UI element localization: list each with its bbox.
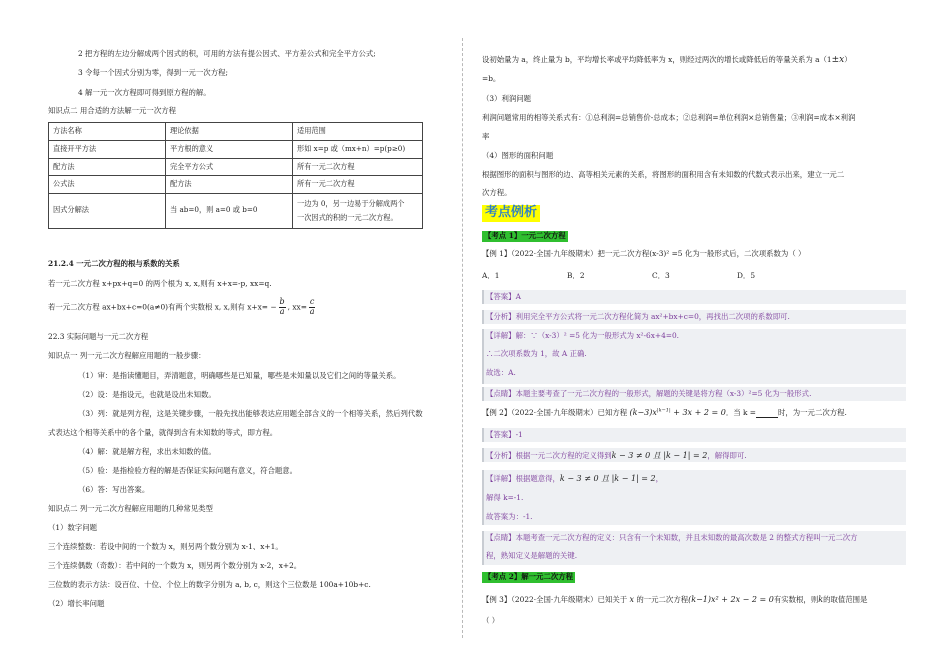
knowledge-point-1: 知识点一 列一元二次方程解应用题的一般步骤： <box>48 351 206 360</box>
table-header: 适用范围 <box>293 123 423 141</box>
example-2-equation <box>629 408 725 417</box>
step-examine: （1）审：是指读懂题目，弄清题意，明确哪些是已知量，哪些是未知量以及它们之间的等量关系。 <box>78 371 401 380</box>
fraction-numerator: b <box>279 297 285 306</box>
step-answer: （6）答：写出答案。 <box>78 485 150 494</box>
table-header-row <box>49 123 423 141</box>
step-4: 4 解一元一次方程即可得到原方程的解。 <box>78 88 211 97</box>
table-cell: 形如 x=p 或（mx+n）=p(p≥0) <box>293 140 423 158</box>
consecutive-even-odd: 三个连续偶数（奇数）：若中间的一个数为 x，则另两个数分别为 x-2，x+2。 <box>48 561 302 570</box>
profit-relations-end: 率 <box>482 132 490 141</box>
answer-2: 【答案】-1 <box>486 430 523 439</box>
growth-relation-close: ） <box>844 55 852 64</box>
plus-minus-x: ±x <box>831 55 845 65</box>
answer-blank <box>756 409 778 418</box>
example-2-end: 时，为一元二次方程. <box>777 408 847 417</box>
vieta-monic: 若一元二次方程 x+px+q=0 的两个根为 x, x,则有 x+x=-p, xx=q. <box>48 279 272 288</box>
analysis-box <box>482 448 906 462</box>
type-profit-problem: （3）利润问题 <box>482 94 532 103</box>
equation-base: (k−3)x <box>629 408 657 417</box>
knowledge-point-2b: 知识点二 列一元二次方程解应用题的几种常见类型 <box>48 504 213 513</box>
vieta-general-text: 若一元二次方程 ax+bx+c=0(a≠0)有两个实数根 x, x,则有 x+x= <box>48 302 268 312</box>
type-number-problem: （1）数字问题 <box>48 523 98 532</box>
option-d: D．5 <box>737 271 756 280</box>
table-cell: 当 ab=0，则 a=0 或 b=0 <box>166 194 293 228</box>
section-heading: 考点例析 <box>482 205 540 222</box>
analysis-2-end: ，解得即可. <box>707 451 747 460</box>
analysis-2-text: 【分析】根据一元二次方程的定义得到 <box>486 451 612 460</box>
comment-box <box>482 531 906 565</box>
table-cell-line: 一次因式的积的一元二次方程。 <box>297 212 398 222</box>
answer-box <box>482 428 906 442</box>
section-22-3: 22.3 实际问题与一元二次方程 <box>48 332 149 341</box>
comment-1: 【点睛】本题主要考查了一元二次方程的一般形式，解题的关键是将方程（x-3）²=5 化为一般形式. <box>486 389 812 398</box>
comment-box <box>482 387 906 401</box>
fraction-numerator: c <box>309 297 315 306</box>
detail-1a: 【详解】解：∵（x-3）² =5 化为一般形式为 x²-6x+4=0. <box>486 331 680 340</box>
detail-box <box>482 329 906 384</box>
area-method-end: 次方程。 <box>482 188 512 197</box>
table-cell: 配方法 <box>49 158 166 176</box>
table-cell: 所有一元二次方程 <box>293 176 423 194</box>
consecutive-integers: 三个连续整数：若设中间的一个数为 x，则另两个数分别为 x-1、x+1。 <box>48 542 283 551</box>
step-solve: （4）解：就是解方程，求出未知数的值。 <box>78 447 216 456</box>
vieta-general <box>48 298 317 317</box>
profit-relations: 利润问题常用的相等关系式有：①总利润=总销售价-总成本；②总利润=单位利润×总销售量；③利润=成本×利润 <box>482 113 856 122</box>
vieta-product-text: , xx= <box>287 302 307 312</box>
table-row <box>49 158 423 176</box>
table-cell: 配方法 <box>166 176 293 194</box>
table-row <box>49 140 423 158</box>
table-row <box>49 194 423 228</box>
step-2: 2 把方程的左边分解成两个因式的积，可用的方法有提公因式、平方差公式和完全平方公式; <box>78 49 376 58</box>
table-cell: 完全平方公式 <box>166 158 293 176</box>
example-1-options <box>482 272 755 281</box>
example-3-text4: 的取值范围是 <box>823 595 868 604</box>
comment-2b: 程，熟知定义是解题的关键. <box>486 551 578 560</box>
detail-1b: ∴二次项系数为 1，故 A 正确. <box>486 349 587 358</box>
column-divider <box>462 38 463 638</box>
example-2-when-k: ．当 k = <box>725 408 756 417</box>
analysis-1: 【分析】利用完全平方公式将一元二次方程化简为 ax²+bx+c=0，再找出二次项的系数即可. <box>486 312 790 321</box>
step-set: （2）设：是指设元，也就是设出未知数。 <box>78 390 216 399</box>
analysis-box <box>482 310 906 324</box>
growth-relation-text: 设初始量为 a，终止量为 b，平均增长率或平均降低率为 x，则经过两次的增长或降低后的等量关系为 a（1 <box>482 55 832 64</box>
detail-2-comma: ， <box>655 474 664 483</box>
detail-2-equation: k − 3 ≠ 0 且 |k − 1| = 2 <box>559 474 656 483</box>
example-3-text2: 的一元二次方程 <box>636 595 689 604</box>
variable-k: k <box>818 595 824 604</box>
table-cell: 因式分解法 <box>49 194 166 228</box>
vieta-minus-sign: − <box>270 302 277 312</box>
detail-2a <box>486 474 663 484</box>
detail-2c: 解得 k=-1. <box>486 493 524 502</box>
answer-box <box>482 290 906 304</box>
option-b: B．2 <box>567 271 585 280</box>
area-method: 根据图形的面积与图形的边、高等相关元素的关系，将图形的面积用含有未知数的代数式表示出来，建立一元二 <box>482 170 845 179</box>
variable-x: x <box>629 595 634 604</box>
growth-relation <box>482 55 852 65</box>
fraction-denominator: a <box>279 306 285 316</box>
table-header: 方法名称 <box>49 123 166 141</box>
type-growth-rate: （2）增长率问题 <box>48 599 105 608</box>
detail-2d: 故答案为：-1. <box>486 512 533 521</box>
three-digit-number: 三位数的表示方法：设百位、十位、个位上的数字分别为 a, b, c，则这个三位数是 100a+10b+c. <box>48 580 371 589</box>
analysis-2 <box>486 451 747 461</box>
growth-relation-end: =b。 <box>482 74 501 83</box>
table-cell: 所有一元二次方程 <box>293 158 423 176</box>
equation-exponent: |k−1| <box>656 407 671 414</box>
section-21-2-4: 21.2.4 一元二次方程的根与系数的关系 <box>48 259 180 268</box>
example-3-equation: (k−1)x² + 2x − 2 = 0 <box>688 595 774 604</box>
table-header: 理论依据 <box>166 123 293 141</box>
fraction-c-over-a <box>309 298 315 317</box>
methods-table <box>48 122 423 229</box>
step-list-b: 式表达这个相等关系中的各个量，就得到含有未知数的等式，即方程。 <box>48 428 278 437</box>
example-2 <box>482 408 847 418</box>
option-c: C．3 <box>652 271 670 280</box>
example-2-text: 【例 2】（2022·全国·九年级期末）已知方程 <box>482 408 628 417</box>
table-cell: 公式法 <box>49 176 166 194</box>
option-a: A．1 <box>482 271 500 280</box>
type-area-problem: （4）图形的面积问题 <box>482 151 554 160</box>
step-list-a: （3）列：就是列方程，这是关键步骤，一般先找出能够表达应用题全部含义的一个相等关系，然后列代数 <box>78 409 423 418</box>
table-cell-line: 一边为 0，另一边易于分解成两个 <box>297 199 405 209</box>
example-3-paren: （ ） <box>482 616 500 625</box>
table-row <box>49 176 423 194</box>
table-cell: 平方根的意义 <box>166 140 293 158</box>
example-1: 【例 1】（2022·全国·九年级期末）把一元二次方程(x-3)² =5 化为一般形式后，二次项系数为（ ） <box>482 249 806 258</box>
topic-2-badge: 【考点 2】解一元二次方程 <box>484 572 574 581</box>
equation-rest: + 3x + 2 = 0 <box>670 408 726 417</box>
example-3-text3: 有实数根，则 <box>773 595 819 604</box>
step-check: （5）验：是指检验方程的解是否保证实际问题有意义，符合题意。 <box>78 466 298 475</box>
example-3 <box>482 595 867 605</box>
detail-2-text: 【详解】根据题意得， <box>486 474 560 483</box>
topic-1-badge: 【考点 1】一元二次方程 <box>484 231 566 240</box>
detail-box <box>482 470 906 525</box>
step-3: 3 令每一个因式分别为零，得到一元一次方程; <box>78 68 228 77</box>
analysis-2-equation: k − 3 ≠ 0 且 |k − 1| = 2 <box>611 451 708 460</box>
fraction-denominator: a <box>309 306 315 316</box>
detail-1c: 故选：A. <box>486 368 516 377</box>
comment-2a: 【点睛】本题考查一元二次方程的定义：只含有一个未知数，并且未知数的最高次数是 2 的整式方程叫一元二次方 <box>486 533 858 542</box>
table-cell <box>293 194 423 228</box>
fraction-b-over-a <box>279 298 286 317</box>
table-cell: 直接开平方法 <box>49 140 166 158</box>
answer-1: 【答案】A <box>486 292 521 301</box>
example-3-text: 【例 3】（2022·全国·九年级期末）已知关于 <box>482 595 628 604</box>
knowledge-point-2-title: 知识点二 用合适的方法解一元一次方程 <box>48 106 176 115</box>
